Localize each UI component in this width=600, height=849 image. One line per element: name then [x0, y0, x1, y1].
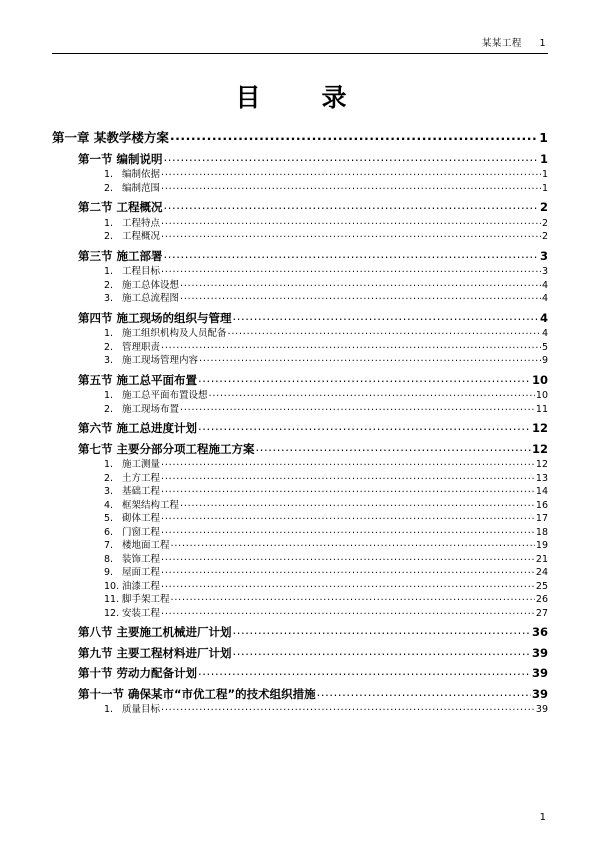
toc-entry-page: 1	[541, 182, 548, 194]
toc-entry-number: 1.	[104, 266, 114, 277]
toc-entry-label	[104, 541, 170, 551]
toc-leader-dots	[180, 403, 535, 413]
toc-entry-page: 3	[541, 266, 548, 277]
toc-leader-dots	[161, 217, 541, 227]
header-title: 某某工程	[481, 38, 522, 49]
toc-entry-number: 1.	[104, 459, 114, 470]
toc-leader-dots	[161, 168, 541, 178]
toc-entry-level-3[interactable]	[104, 267, 548, 277]
toc-entry-text: 施工组织机构及人员配备	[122, 328, 227, 339]
toc-leader-dots	[228, 327, 541, 337]
toc-entry-level-3[interactable]	[104, 356, 548, 366]
toc-leader-dots	[161, 553, 535, 563]
toc-leader-dots	[170, 130, 538, 143]
toc-entry-label	[104, 170, 160, 180]
toc-entry-level-3[interactable]	[104, 474, 548, 484]
toc-entry-text: 门窗工程	[122, 526, 161, 538]
toc-entry-page: 13	[535, 472, 548, 484]
toc-entry-page: 1	[539, 130, 548, 145]
toc-entry-text: 第十一节 确保某市“市优工程”的技术组织措施	[78, 686, 316, 701]
toc-entry-level-3[interactable]	[104, 555, 548, 565]
toc-entry-label	[104, 582, 160, 592]
toc-leader-dots	[233, 646, 531, 658]
toc-entry-label	[78, 645, 232, 660]
toc-entry-page: 10	[535, 390, 548, 401]
toc-entry-number: 2.	[104, 403, 114, 415]
page-header	[52, 38, 548, 64]
toc-entry-number: 8.	[104, 553, 114, 565]
toc-entry-page: 2	[539, 200, 548, 214]
toc-entry-text: 质量目标	[122, 704, 161, 715]
footer-page-number: 1	[539, 812, 546, 823]
toc-entry-level-3[interactable]	[104, 405, 548, 415]
toc-entry-label	[104, 460, 160, 470]
toc-leader-dots	[180, 292, 541, 302]
toc-entry-number: 6.	[104, 526, 114, 538]
toc-entry-level-2[interactable]	[78, 686, 548, 701]
toc-entry-text: 第四节 施工现场的组织与管理	[78, 310, 232, 325]
toc-entry-text: 第六节 施工总进度计划	[78, 421, 198, 435]
toc-entry-text: 编制依据	[122, 169, 161, 180]
toc-entry-page: 5	[541, 341, 548, 353]
toc-entry-level-2[interactable]	[78, 310, 548, 325]
toc-entry-level-3[interactable]	[104, 514, 548, 524]
toc-entry-label	[78, 441, 255, 456]
toc-entry-label	[104, 356, 198, 366]
toc-entry-text: 施工现场管理内容	[122, 355, 199, 366]
toc-entry-level-3[interactable]	[104, 487, 548, 497]
toc-entry-page: 4	[541, 293, 548, 304]
toc-entry-text: 施工总流程图	[122, 293, 180, 304]
toc-entry-number: 2.	[104, 279, 114, 291]
page-title: 目 录	[235, 83, 365, 112]
toc-entry-level-3[interactable]	[104, 219, 548, 229]
toc-leader-dots	[256, 442, 531, 454]
toc-entry-text: 屋面工程	[122, 567, 161, 578]
toc-leader-dots	[198, 421, 531, 433]
toc-entry-number: 2.	[104, 472, 114, 484]
toc-entry-text: 油漆工程	[122, 580, 161, 592]
toc-entry-page: 39	[531, 645, 548, 660]
toc-entry-label	[104, 514, 160, 524]
toc-entry-label	[104, 609, 160, 619]
toc-entry-page: 39	[531, 686, 548, 701]
toc-entry-text: 工程概况	[122, 231, 161, 242]
toc-entry-page: 19	[535, 540, 548, 551]
toc-entry-number: 10.	[104, 580, 120, 592]
toc-entry-label	[78, 310, 232, 325]
toc-entry-number: 3.	[104, 293, 114, 304]
toc-entry-level-2[interactable]	[78, 248, 548, 263]
toc-leader-dots	[198, 666, 531, 678]
toc-leader-dots	[161, 341, 541, 351]
toc-entry-label	[78, 627, 232, 639]
toc-entry-page: 12	[531, 441, 548, 456]
toc-entry-label	[104, 705, 160, 715]
toc-entry-level-2[interactable]	[78, 627, 548, 639]
toc-entry-text: 施工总平面布置设想	[122, 390, 208, 401]
toc-leader-dots	[161, 472, 535, 482]
toc-entry-label	[104, 219, 160, 229]
toc-entry-number: 1.	[104, 328, 114, 339]
table-of-contents	[52, 132, 548, 715]
toc-entry-level-1[interactable]	[52, 132, 548, 145]
toc-entry-label	[78, 668, 197, 680]
toc-entry-label	[104, 391, 208, 401]
toc-entry-number: 2.	[104, 231, 114, 242]
toc-entry-level-3[interactable]	[104, 541, 548, 551]
toc-entry-level-3[interactable]	[104, 609, 548, 619]
toc-leader-dots	[161, 485, 535, 495]
toc-leader-dots	[161, 512, 535, 522]
toc-entry-text: 编制范围	[122, 182, 161, 194]
toc-entry-text: 管理职责	[122, 341, 161, 353]
toc-entry-page: 16	[535, 499, 548, 511]
toc-entry-label	[104, 555, 160, 565]
toc-entry-label	[104, 474, 160, 484]
toc-entry-text: 第五节 施工总平面布置	[78, 372, 198, 387]
toc-entry-level-3[interactable]	[104, 582, 548, 592]
toc-entry-number: 3.	[104, 486, 114, 497]
toc-entry-label	[104, 343, 160, 353]
toc-entry-number: 9.	[104, 567, 114, 578]
toc-entry-label	[104, 487, 160, 497]
toc-leader-dots	[161, 526, 535, 536]
toc-entry-number: 7.	[104, 540, 114, 551]
toc-entry-text: 工程目标	[122, 266, 161, 277]
toc-entry-number: 4.	[104, 499, 114, 511]
toc-entry-label	[104, 595, 170, 605]
toc-leader-dots	[161, 265, 541, 275]
toc-entry-number: 3.	[104, 355, 114, 366]
toc-leader-dots	[161, 703, 535, 713]
toc-entry-level-3[interactable]	[104, 329, 548, 339]
toc-leader-dots	[199, 354, 541, 364]
toc-entry-text: 土方工程	[122, 472, 161, 484]
toc-entry-text: 施工现场布置	[122, 403, 180, 415]
toc-leader-dots	[180, 499, 535, 509]
toc-leader-dots	[161, 182, 541, 192]
toc-entry-number: 11.	[104, 594, 120, 605]
toc-entry-label	[104, 281, 179, 291]
toc-entry-level-3[interactable]	[104, 184, 548, 194]
toc-entry-number: 1.	[104, 217, 114, 229]
toc-entry-level-2[interactable]	[78, 202, 548, 214]
toc-entry-label	[104, 294, 179, 304]
toc-entry-label	[78, 248, 163, 263]
toc-entry-page: 1	[539, 151, 548, 166]
header-divider	[52, 53, 548, 54]
toc-entry-level-3[interactable]	[104, 705, 548, 715]
toc-entry-label	[78, 372, 198, 387]
toc-entry-label	[104, 405, 179, 415]
toc-entry-number: 2.	[104, 182, 114, 194]
toc-leader-dots	[161, 566, 535, 576]
toc-leader-dots	[233, 311, 539, 323]
toc-entry-text: 楼地面工程	[122, 540, 170, 551]
toc-entry-page: 12	[531, 421, 548, 435]
toc-entry-page: 36	[531, 625, 548, 639]
toc-entry-page: 1	[541, 169, 548, 180]
toc-entry-text: 脚手架工程	[122, 594, 170, 605]
toc-entry-page: 11	[535, 403, 548, 415]
toc-entry-level-3[interactable]	[104, 170, 548, 180]
toc-entry-label	[78, 686, 316, 701]
toc-leader-dots	[180, 279, 541, 289]
toc-entry-label	[104, 232, 160, 242]
toc-entry-page: 14	[535, 486, 548, 497]
toc-entry-page: 21	[535, 553, 548, 565]
toc-entry-page: 39	[531, 666, 548, 680]
toc-entry-page: 3	[539, 248, 548, 263]
toc-entry-level-3[interactable]	[104, 232, 548, 242]
toc-entry-page: 2	[541, 231, 548, 242]
toc-entry-page: 2	[541, 217, 548, 229]
toc-entry-number: 1.	[104, 169, 114, 180]
toc-leader-dots	[233, 625, 531, 637]
toc-entry-level-2[interactable]	[78, 645, 548, 660]
toc-entry-label	[104, 568, 160, 578]
toc-entry-level-3[interactable]	[104, 343, 548, 353]
toc-entry-level-3[interactable]	[104, 294, 548, 304]
toc-entry-text: 装饰工程	[122, 553, 161, 565]
toc-entry-number: 5.	[104, 513, 114, 524]
toc-leader-dots	[161, 580, 535, 590]
toc-entry-page: 18	[535, 526, 548, 538]
toc-leader-dots	[209, 389, 535, 399]
toc-entry-level-3[interactable]	[104, 391, 548, 401]
toc-entry-number: 1.	[104, 704, 114, 715]
toc-entry-label	[78, 151, 163, 166]
toc-leader-dots	[164, 200, 539, 212]
toc-entry-text: 框架结构工程	[122, 499, 180, 511]
toc-entry-label	[104, 267, 160, 277]
toc-entry-page: 17	[535, 513, 548, 524]
toc-entry-text: 第二节 工程概况	[78, 200, 163, 214]
toc-entry-page: 10	[531, 372, 548, 387]
toc-entry-text: 第十节 劳动力配备计划	[78, 666, 198, 680]
toc-entry-page: 24	[535, 567, 548, 578]
toc-entry-number: 2.	[104, 341, 114, 353]
toc-entry-level-3[interactable]	[104, 528, 548, 538]
toc-leader-dots	[161, 607, 535, 617]
toc-entry-number: 12.	[104, 607, 120, 619]
toc-entry-page: 9	[541, 355, 548, 366]
toc-entry-text: 工程特点	[122, 217, 161, 229]
toc-entry-level-3[interactable]	[104, 568, 548, 578]
toc-entry-level-3[interactable]	[104, 501, 548, 511]
toc-entry-text: 第三节 施工部署	[78, 248, 163, 263]
toc-entry-page: 25	[535, 580, 548, 592]
header-text	[52, 38, 548, 50]
toc-entry-page: 4	[541, 279, 548, 291]
toc-entry-label	[78, 202, 163, 214]
toc-leader-dots	[164, 152, 539, 164]
toc-entry-text: 砌体工程	[122, 513, 161, 524]
toc-entry-text: 施工测量	[122, 459, 161, 470]
toc-entry-label	[104, 329, 227, 339]
toc-leader-dots	[171, 593, 535, 603]
toc-entry-level-3[interactable]	[104, 281, 548, 291]
toc-leader-dots	[171, 539, 535, 549]
toc-entry-text: 安装工程	[122, 607, 161, 619]
toc-entry-text: 基础工程	[122, 486, 161, 497]
toc-entry-number: 1.	[104, 390, 114, 401]
toc-leader-dots	[317, 687, 531, 699]
toc-entry-text: 第九节 主要工程材料进厂计划	[78, 645, 232, 660]
toc-entry-level-2[interactable]	[78, 668, 548, 680]
toc-entry-label	[104, 528, 160, 538]
toc-entry-page: 27	[535, 607, 548, 619]
toc-entry-label	[52, 132, 169, 145]
toc-entry-label	[104, 184, 160, 194]
toc-entry-text: 施工总体设想	[122, 279, 180, 291]
toc-leader-dots	[161, 458, 535, 468]
toc-entry-text: 第一节 编制说明	[78, 151, 163, 166]
toc-leader-dots	[164, 249, 539, 261]
toc-entry-page: 12	[535, 459, 548, 470]
toc-entry-page: 4	[541, 328, 548, 339]
toc-leader-dots	[198, 373, 531, 385]
header-page-number: 1	[539, 38, 546, 49]
toc-entry-text: 第七节 主要分部分项工程施工方案	[78, 441, 255, 456]
toc-entry-level-2[interactable]	[78, 372, 548, 387]
toc-entry-label	[78, 423, 197, 435]
toc-entry-page: 39	[535, 704, 548, 715]
toc-entry-level-2[interactable]	[78, 151, 548, 166]
toc-entry-text: 第八节 主要施工机械进厂计划	[78, 625, 232, 639]
toc-leader-dots	[161, 230, 541, 240]
toc-entry-page: 26	[535, 594, 548, 605]
toc-entry-level-2[interactable]	[78, 423, 548, 435]
toc-entry-page: 4	[539, 310, 548, 325]
toc-entry-level-3[interactable]	[104, 460, 548, 470]
toc-entry-text: 第一章 某教学楼方案	[52, 130, 169, 145]
toc-entry-level-3[interactable]	[104, 595, 548, 605]
toc-entry-label	[104, 501, 179, 511]
toc-entry-level-2[interactable]	[78, 441, 548, 456]
